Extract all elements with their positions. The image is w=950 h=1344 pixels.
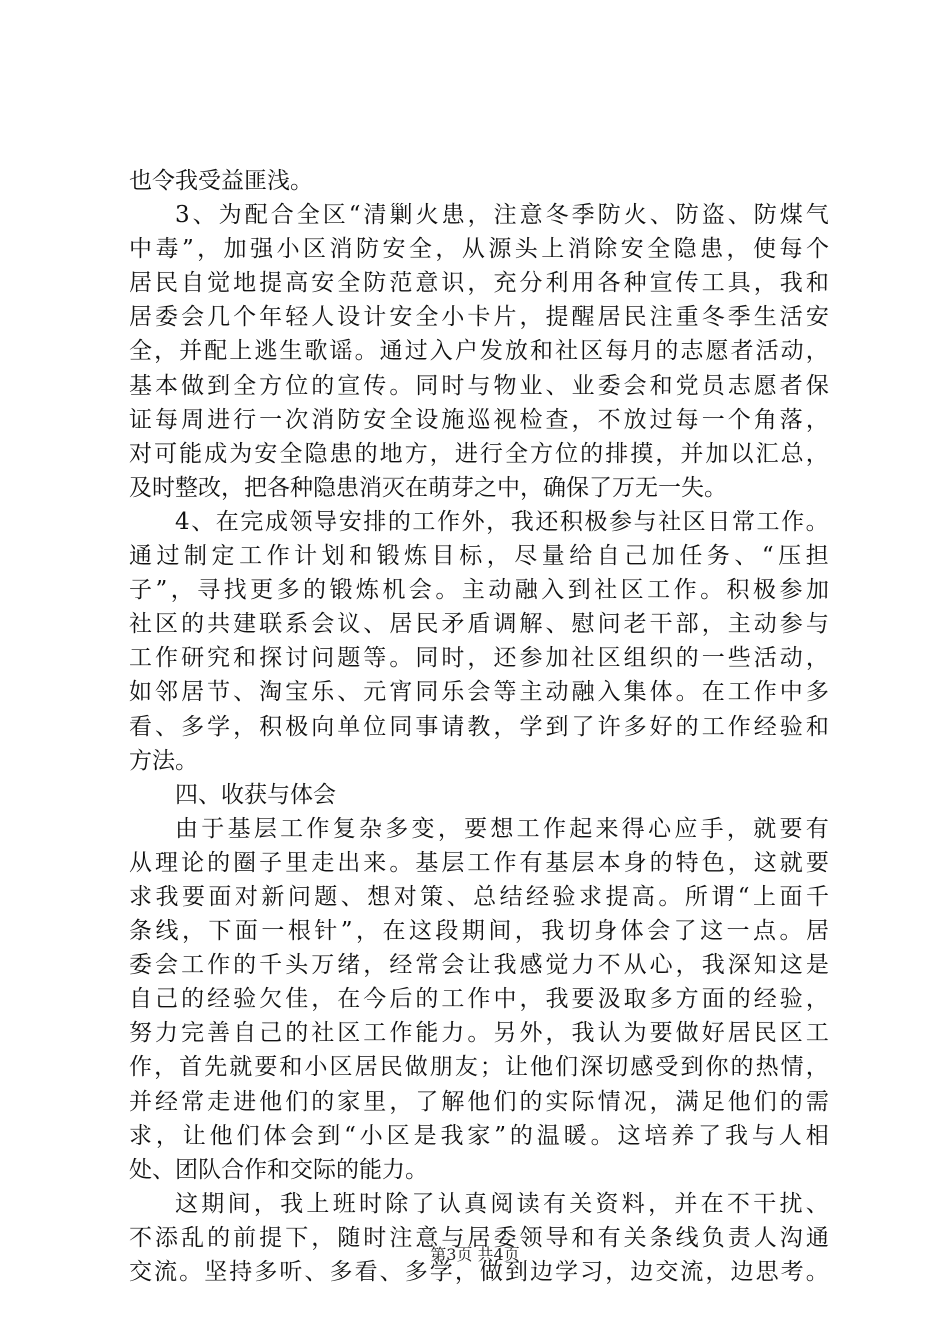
text-line: 居 民 自 觉 地 提 高 安 全 防 范 意 识 ， 充 分 利 用 各 种 宣 传 工 具 ， 我 和 [129,270,829,297]
text-line: 工 作 研 究 和 探 讨 问 题 等 。 同 时 ， 还 参 加 社 区 组 织 的 一 些 活 动 ， [129,645,829,672]
text-line: 对 可 能 成 为 安 全 隐 患 的 地 方 ， 进 行 全 方 位 的 排 摸 ， 并 加 以 汇 总 ， [129,440,829,467]
text-line: 子 ” ， 寻 找 更 多 的 锻 炼 机 会 。 主 动 融 入 到 社 区 工 作 。 积 极 参 加 [129,577,829,604]
text-line: 从 理 论 的 圈 子 里 走 出 来 。 基 层 工 作 有 基 层 本 身 的 特 色 ， 这 就 要 [129,849,829,876]
text-line: 条 线 ， 下 面 一 根 针 ” ， 在 这 段 期 间 ， 我 切 身 体 会 了 这 一 点 。 居 [129,918,829,945]
text-line: 自 己 的 经 验 欠 佳 ， 在 今 后 的 工 作 中 ， 我 要 汲 取 多 方 面 的 经 验 ， [129,986,829,1013]
text-line: 中 毒 ” ， 加 强 小 区 消 防 安 全 ， 从 源 头 上 消 除 安 全 隐 患 ， 使 每 个 [129,236,829,263]
text-line: 交 流 。 坚 持 多 听 、 多 看 、 多 学 ， 做 到 边 学 习 ， 边 交 流 ， 边 思 考 。 [129,1259,829,1285]
text-line: 及时整改，把各种隐患消灭在萌芽之中，确保了万无一失。 [129,474,727,501]
text-line: 求 我 要 面 对 新 问 题 、 想 对 策 、 总 结 经 验 求 提 高 。 所 谓 “ 上 面 千 [129,883,829,910]
text-line: 居 委 会 几 个 年 轻 人 设 计 安 全 小 卡 片 ， 提 醒 居 民 注 重 冬 季 生 活 安 [129,304,829,331]
text-line: 全 ， 并 配 上 逃 生 歌 谣 。 通 过 入 户 发 放 和 社 区 每 月 的 志 愿 者 活 动 ， [129,338,829,365]
text-line: 也令我受益匪浅。 [129,168,313,194]
text-line: 努 力 完 善 自 己 的 社 区 工 作 能 力 。 另 外 ， 我 认 为 要 做 好 居 民 区 工 [129,1020,829,1047]
text-line: 3 、 为 配 合 全 区 “ 清 剿 火 患 ， 注 意 冬 季 防 火 、 防 盗 、 防 煤 气 [175,202,829,229]
text-line: 基 本 做 到 全 方 位 的 宣 传 。 同 时 与 物 业 、 业 委 会 和 党 员 志 愿 者 保 [129,372,829,399]
text-line: 证 每 周 进 行 一 次 消 防 安 全 设 施 巡 视 检 查 ， 不 放 过 每 一 个 角 落 ， [129,406,829,433]
text-line: 不 添 乱 的 前 提 下 ， 随 时 注 意 与 居 委 领 导 和 有 关 条 线 负 责 人 沟 通 [129,1224,829,1251]
text-line: 如 邻 居 节 、 淘 宝 乐 、 元 宵 同 乐 会 等 主 动 融 入 集 体 。 在 工 作 中 多 [129,679,829,706]
text-line: 四、收获与体会 [175,781,336,808]
page-footer: 第3页 共4页 [430,1245,520,1264]
text-line: 看 、 多 学 ， 积 极 向 单 位 同 事 请 教 ， 学 到 了 许 多 好 的 工 作 经 验 和 [129,713,829,740]
text-line: 方法。 [129,747,198,774]
text-line: 这 期 间 ， 我 上 班 时 除 了 认 真 阅 读 有 关 资 料 ， 并 在 不 干 扰 、 [175,1190,829,1217]
text-line: 求 ， 让 他 们 体 会 到 “ 小 区 是 我 家 ” 的 温 暖 。 这 培 养 了 我 与 人 相 [129,1122,829,1149]
document-body [129,164,829,1289]
text-line: 通 过 制 定 工 作 计 划 和 锻 炼 目 标 ， 尽 量 给 自 己 加 任 务 、 “ 压 担 [129,543,829,570]
text-line: 由 于 基 层 工 作 复 杂 多 变 ， 要 想 工 作 起 来 得 心 应 手 ， 就 要 有 [175,815,829,842]
text-line: 社 区 的 共 建 联 系 会 议 、 居 民 矛 盾 调 解 、 慰 问 老 干 部 ， 主 动 参 与 [129,611,829,638]
text-line: 委 会 工 作 的 千 头 万 绪 ， 经 常 会 让 我 感 觉 力 不 从 心 ， 我 深 知 这 是 [129,952,829,979]
text-line: 处、团队合作和交际的能力。 [129,1156,428,1183]
text-line: 4 、 在 完 成 领 导 安 排 的 工 作 外 ， 我 还 积 极 参 与 社 区 日 常 工 作 。 [175,508,829,535]
text-line: 作 ， 首 先 就 要 和 小 区 居 民 做 朋 友 ； 让 他 们 深 切 感 受 到 你 的 热 情 ， [129,1054,829,1081]
text-line: 并 经 常 走 进 他 们 的 家 里 ， 了 解 他 们 的 实 际 情 况 ， 满 足 他 们 的 需 [129,1088,829,1115]
